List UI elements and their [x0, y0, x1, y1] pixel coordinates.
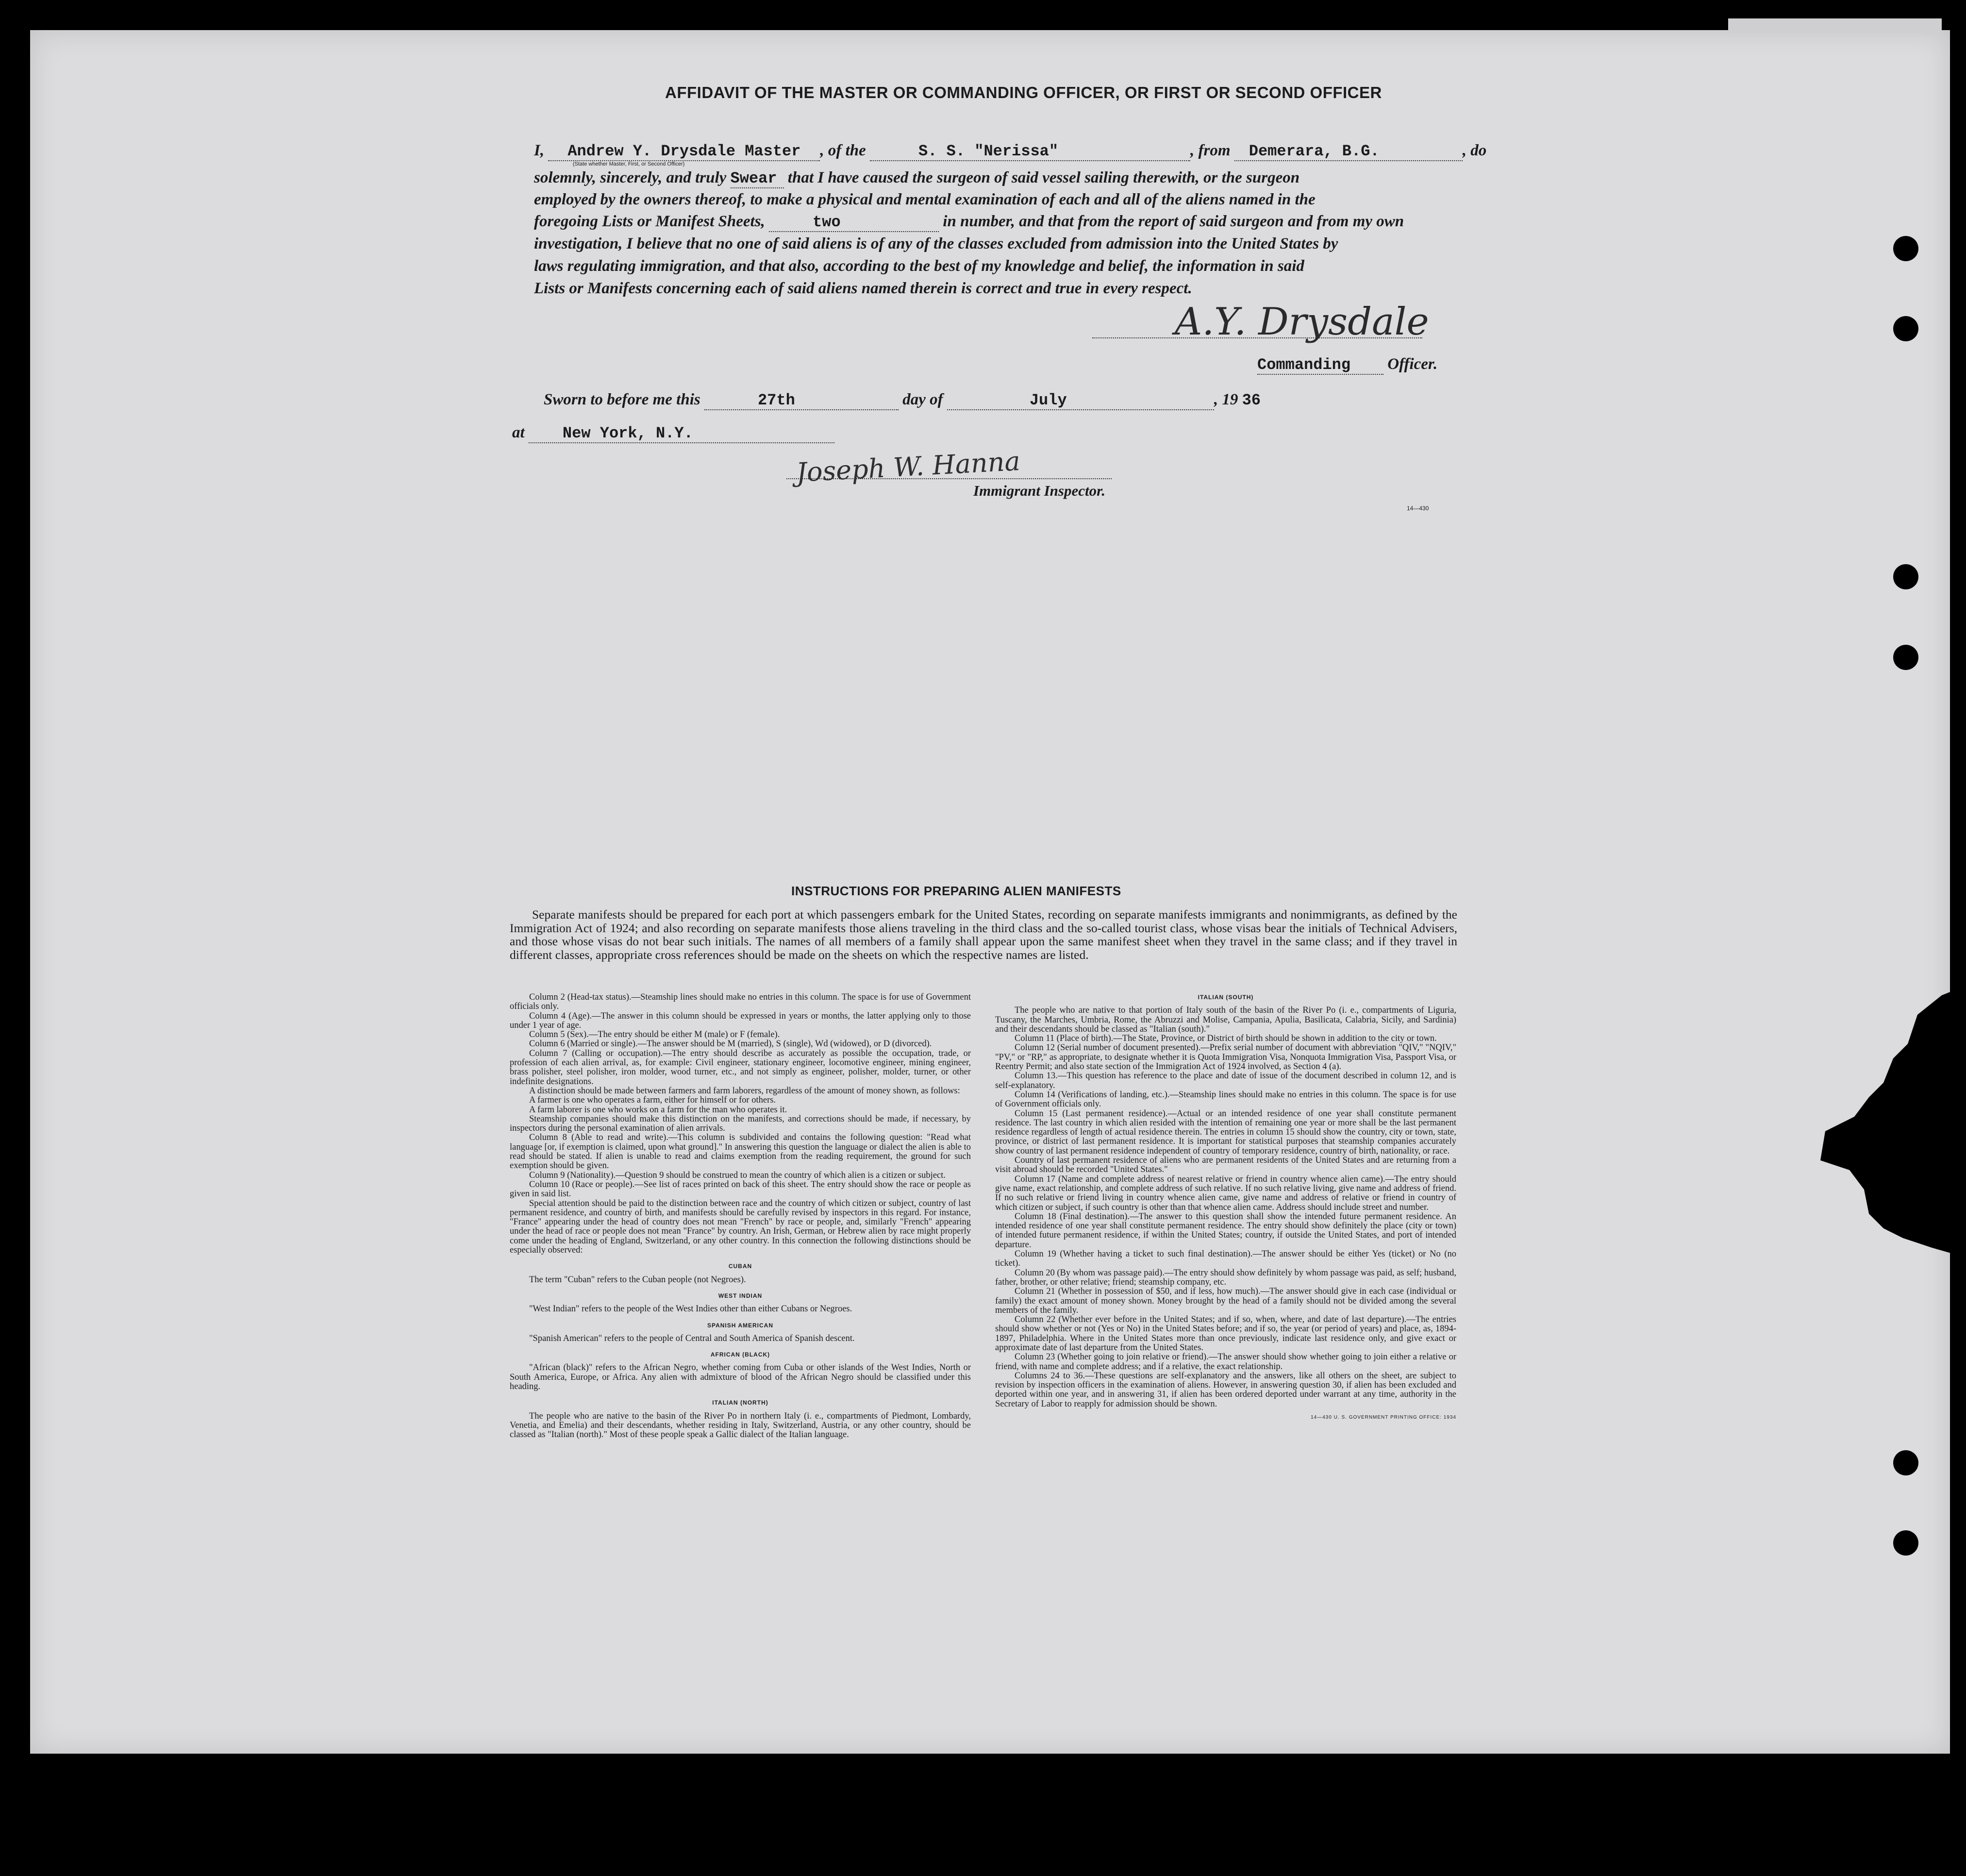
instr-paragraph: "African (black)" refers to the African Negro, whether coming from Cuba or other islands of the West Indies, North or South America, Europe, or Africa. Any alien with admixture of blood of the African Negro should be classified under this heading. — [510, 1363, 971, 1391]
instr-paragraph: Column 2 (Head-tax status).—Steamship lines should make no entries in this column. The space is for use of Government officials only. — [510, 992, 971, 1012]
instr-paragraph: Column 13.—This question has reference to the place and date of issue of the document described in column 12, and is self-explanatory. — [995, 1071, 1456, 1090]
instr-paragraph: Column 9 (Nationality).—Question 9 should be construed to mean the country of which alien is a citizen or subject. — [529, 1170, 946, 1180]
inspector-title: Immigrant Inspector. — [973, 482, 1106, 499]
section-heading: AFRICAN (BLACK) — [710, 1351, 770, 1358]
punch-hole — [1893, 645, 1918, 670]
instr-paragraph: The people who are native to that portion of Italy south of the basin of the River Po (i. e., compartments of Liguria, Tuscany, the Marches, Umbria, Rome, the Abruzzi and Molise, Campania, Apulia, Basilicata, Calabria, Sicily, and Sardinia) and their descendants should be classed as "Italian (south)." — [995, 1005, 1456, 1034]
instructions-title: INSTRUCTIONS FOR PREPARING ALIEN MANIFESTS — [791, 884, 1121, 898]
do-text: , do — [1462, 142, 1487, 159]
rank-field: Commanding — [1257, 356, 1383, 375]
of-the-text: , of the — [820, 142, 866, 159]
line4-suffix: in number, and that from the report of said surgeon and from my own — [943, 213, 1404, 230]
sheet-count-field: two — [769, 213, 939, 232]
instructions-right-column — [995, 993, 1456, 1422]
instr-paragraph: The term "Cuban" refers to the Cuban people (not Negroes). — [529, 1274, 746, 1285]
affidavit-line-5: investigation, I believe that no one of said aliens is of any of the classes excluded from admission into the United States by — [534, 235, 1338, 252]
officer-title-line — [1257, 355, 1437, 375]
affidavit-line-1 — [534, 142, 1486, 161]
instr-paragraph: Column 15 (Last permanent residence).—Actual or an intended residence of one year shall constitute permanent residence. The last country in which alien resided with the intention of remaining one year or more shall be the last permanent residence regardless of length of actual residence therein. The entries in column 15 should show the country, city or town, state, province, or district of last permanent residence. It is important for statistical purposes that steamship companies accurately show country of last permanent residence independent of country of temporary residence, country of birth, nationality, or race. — [995, 1108, 1456, 1156]
instr-paragraph: Column 7 (Calling or occupation).—The entry should describe as accurately as possible the occupation, trade, or profession of each alien arrival, as, for example: Civil engineer, stationary engineer, locomotive engineer, mining engineer, brass polisher, steel polisher, iron molder, wood turner, etc., and not simply as engineer, polisher, molder, turner, or other indefinite designations. — [510, 1048, 971, 1087]
line2-prefix: solemnly, sincerely, and truly — [534, 169, 727, 186]
instr-paragraph: Column 23 (Whether going to join relative or friend).—The answer should show whether going to join either a relative or friend, with name and complete address; and if a relative, the exact relationship. — [995, 1352, 1456, 1372]
sworn-prefix: Sworn to before me this — [544, 391, 700, 408]
instr-paragraph: Column 22 (Whether ever before in the United States; and if so, when, where, and date of last departure).—The entries should show whether or not (Yes or No) in the United States before; and if so, the year (or period of years) and place, as, 1894-1897, Philadelphia. Where in the United States more than once previously, indicate last residence only, and give exact or approximate date of last departure from the United States. — [995, 1315, 1456, 1353]
instr-paragraph: "West Indian" refers to the people of the West Indies other than either Cubans or Negroes. — [529, 1304, 852, 1314]
sworn-year-field: 36 — [1242, 391, 1261, 409]
instr-paragraph: The people who are native to the basin of the River Po in northern Italy (i. e., compartments of Piedmont, Lombardy, Venetia, and Emelia) and their descendants, whether residing in Italy, Switzerland, Austria, or any other country, should be classed as "Italian (north)." Most of these people speak a Gallic dialect of the Italian language. — [510, 1411, 971, 1440]
line4-prefix: foregoing Lists or Manifest Sheets, — [534, 213, 765, 230]
affidavit-line-2 — [534, 169, 1300, 188]
section-heading: ITALIAN (NORTH) — [712, 1399, 768, 1407]
page-edge — [1728, 18, 1942, 33]
instr-paragraph: Column 14 (Verifications of landing, etc.).—Steamship lines should make no entries in this column. The space is for use of Government officials only. — [995, 1089, 1456, 1109]
day-of-text: day of — [902, 391, 943, 408]
instr-paragraph: Steamship companies should make this distinction on the manifests, and corrections should be made, if necessary, by inspectors during the personal examination of alien arrivals. — [510, 1114, 971, 1134]
section-heading: SPANISH AMERICAN — [707, 1322, 773, 1329]
instr-paragraph: Column 10 (Race or people).—See list of races printed on back of this sheet. The entry should show the race or people as given in said list. — [510, 1179, 971, 1199]
section-heading: WEST INDIAN — [718, 1292, 763, 1299]
punch-hole — [1893, 316, 1918, 341]
instr-paragraph: Column 19 (Whether having a ticket to such final destination).—The answer should be either Yes (ticket) or No (no ticket). — [995, 1249, 1456, 1269]
instr-paragraph: Column 18 (Final destination).—The answer to this question shall show the intended future permanent residence. An intended residence of one year shall constitute permanent residence. The entry should show definitely the place (city or town) of intended future permanent residence, if within the United States; country, if outside the United States, and port of intended departure. — [995, 1211, 1456, 1250]
instr-paragraph: Column 11 (Place of birth).—The State, Province, or District of birth should be shown in addition to the city or town. — [1015, 1034, 1437, 1044]
instr-paragraph: "Spanish American" refers to the people of Central and South America of Spanish descent. — [529, 1333, 855, 1343]
instr-paragraph: Column 5 (Sex).—The entry should be either M (male) or F (female). — [529, 1030, 780, 1040]
from-text: , from — [1190, 142, 1231, 159]
inspector-signature: Joseph W. Hanna — [795, 445, 1021, 488]
instr-paragraph: Column 6 (Married or single).—The answer should be M (married), S (single), Wd (widowed), or D (divorced). — [529, 1039, 932, 1049]
instr-paragraph: Columns 24 to 36.—These questions are self-explanatory and the answers, like all others on the sheet, are subject to revision by inspection officers in the examination of aliens. However, in answering question 30, if alien has been excluded and deported within one year, and in answering 31, if alien has been ordered deported under warrant at any time, authority in the Secretary of Labor to reapply for admission should be shown. — [995, 1371, 1456, 1409]
place-line — [512, 424, 834, 443]
instr-paragraph: A farmer is one who operates a farm, either for himself or for others. — [529, 1095, 776, 1106]
instr-paragraph: A distinction should be made between farmers and farm laborers, regardless of the amount of money shown, as follows: — [529, 1086, 960, 1096]
sworn-day-field: 27th — [704, 391, 899, 410]
master-signature: A.Y. Drysdale — [1175, 300, 1429, 344]
officer-text: Officer. — [1387, 355, 1438, 373]
instr-paragraph: Special attention should be paid to the distinction between race and the country of which citizen or subject, country of last permanent residence, and country of birth, and manifests should be carefully revised by inspectors in this regard. For instance, "France" appearing under the head of country does not mean "French" by race or people, and, similarly "French" appearing under the head of race or people does not mean "France" by country. An Irish, German, or Hebrew alien by race might properly come under the heading of England, Switzerland, or any other country. In this connection the following distinctions should be especially observed: — [510, 1198, 971, 1256]
year-prefix: , 19 — [1214, 391, 1238, 408]
printing-office-footer: 14—430 U. S. GOVERNMENT PRINTING OFFICE: 1934 — [1311, 1415, 1456, 1421]
punch-hole — [1893, 1530, 1918, 1556]
at-text: at — [512, 424, 525, 441]
instructions-intro: Separate manifests should be prepared for each port at which passengers embark for the United States, recording on separate manifests immigrants and nonimmigrants, as defined by the Immigration Act of 1924; and also recording on separate manifests those aliens traveling in the third class and the so-called tourist class, whose visas bear the initials of Technical Advisers, and those whose visas do not bear such initials. The names of all members of a family shall appear upon the same manifest sheet when they travel in the same class; and if they travel in different classes, appropriate cross references should be made on the sheets on which the respective names are listed. — [510, 907, 1457, 962]
instr-paragraph: A farm laborer is one who works on a farm for the man who operates it. — [529, 1105, 787, 1115]
instructions-left-column — [510, 993, 971, 1440]
line1-prefix: I, — [534, 142, 545, 159]
affidavit-title: AFFIDAVIT OF THE MASTER OR COMMANDING OFFICER, OR FIRST OR SECOND OFFICER — [665, 84, 1382, 101]
departure-port-field: Demerara, B.G. — [1234, 142, 1463, 161]
instr-paragraph: Country of last permanent residence of aliens who are permanent residents of the United States and are returning from a visit abroad should be recorded "United States." — [995, 1156, 1456, 1175]
swear-field: Swear — [731, 169, 784, 188]
punch-hole — [1893, 564, 1918, 589]
master-name-field: Andrew Y. Drysdale Master — [548, 142, 820, 161]
affidavit-line-3: employed by the owners thereof, to make a physical and mental examination of each and all of the aliens named in the — [534, 191, 1316, 208]
instr-paragraph: Column 4 (Age).—The answer in this column should be expressed in years or months, the latter applying only to those under 1 year of age. — [510, 1011, 971, 1030]
affidavit-line-4 — [534, 213, 1404, 232]
ship-name-field: S. S. "Nerissa" — [870, 142, 1190, 161]
sworn-line — [544, 391, 1261, 410]
place-field: New York, N.Y. — [529, 424, 834, 443]
section-heading: CUBAN — [728, 1263, 752, 1270]
punch-hole — [1893, 1450, 1918, 1475]
torn-edge — [1796, 986, 1966, 1257]
instr-paragraph: Column 17 (Name and complete address of nearest relative or friend in country whence alien came).—The entry should give name, exact relationship, and complete address of such relative. If no such relative living, give name and address of friend. If no such relative or friend living in country whence alien came, give name and address of relative or friend in country of which citizen or subject, if such country is other than that whence alien came. Address should include street and number. — [995, 1174, 1456, 1212]
officer-note: (State whether Master, First, or Second Officer) — [573, 161, 685, 167]
punch-hole — [1893, 236, 1918, 261]
line2-suffix: that I have caused the surgeon of said vessel sailing therewith, or the surgeon — [787, 169, 1300, 186]
section-heading: ITALIAN (SOUTH) — [1198, 994, 1254, 1001]
affidavit-line-7: Lists or Manifests concerning each of said aliens named therein is correct and true in every respect. — [534, 280, 1192, 297]
instr-paragraph: Column 21 (Whether in possession of $50, and if less, how much).—The answer should give in each case (individual or family) the exact amount of money shown. Money brought by the head of a family should not be divided among the several members of the family. — [995, 1287, 1456, 1315]
instr-paragraph: Column 20 (By whom was passage paid).—The entry should show definitely by whom passage was paid, as self; husband, father, brother, or other relative; friend; steamship company, etc. — [995, 1268, 1456, 1287]
sworn-month-field: July — [947, 391, 1214, 410]
instr-paragraph: Column 8 (Able to read and write).—This column is subdivided and contains the following question: "Read what language [or, if exemption is claimed, upon what ground]." In answering this question the language or dialect the alien is able to read should be stated. If alien is unable to read and claims exemption from the reading requirement, the ground for such exemption should be given. — [510, 1133, 971, 1171]
affidavit-line-6: laws regulating immigration, and that also, according to the best of my knowledge and belief, the information in said — [534, 257, 1304, 275]
form-number: 14—430 — [1407, 505, 1429, 512]
instr-paragraph: Column 12 (Serial number of document presented).—Prefix serial number of document with abbreviation "QIV," "NQIV," "PV," or "RP," as appropriate, to designate whether it is Quota Immigration Visa, Nonquota Immigration Visa, Passport Visa, or Reentry Permit; and also state section of the Immigration Act of 1924 involved, as Section 4 (a). — [995, 1043, 1456, 1072]
